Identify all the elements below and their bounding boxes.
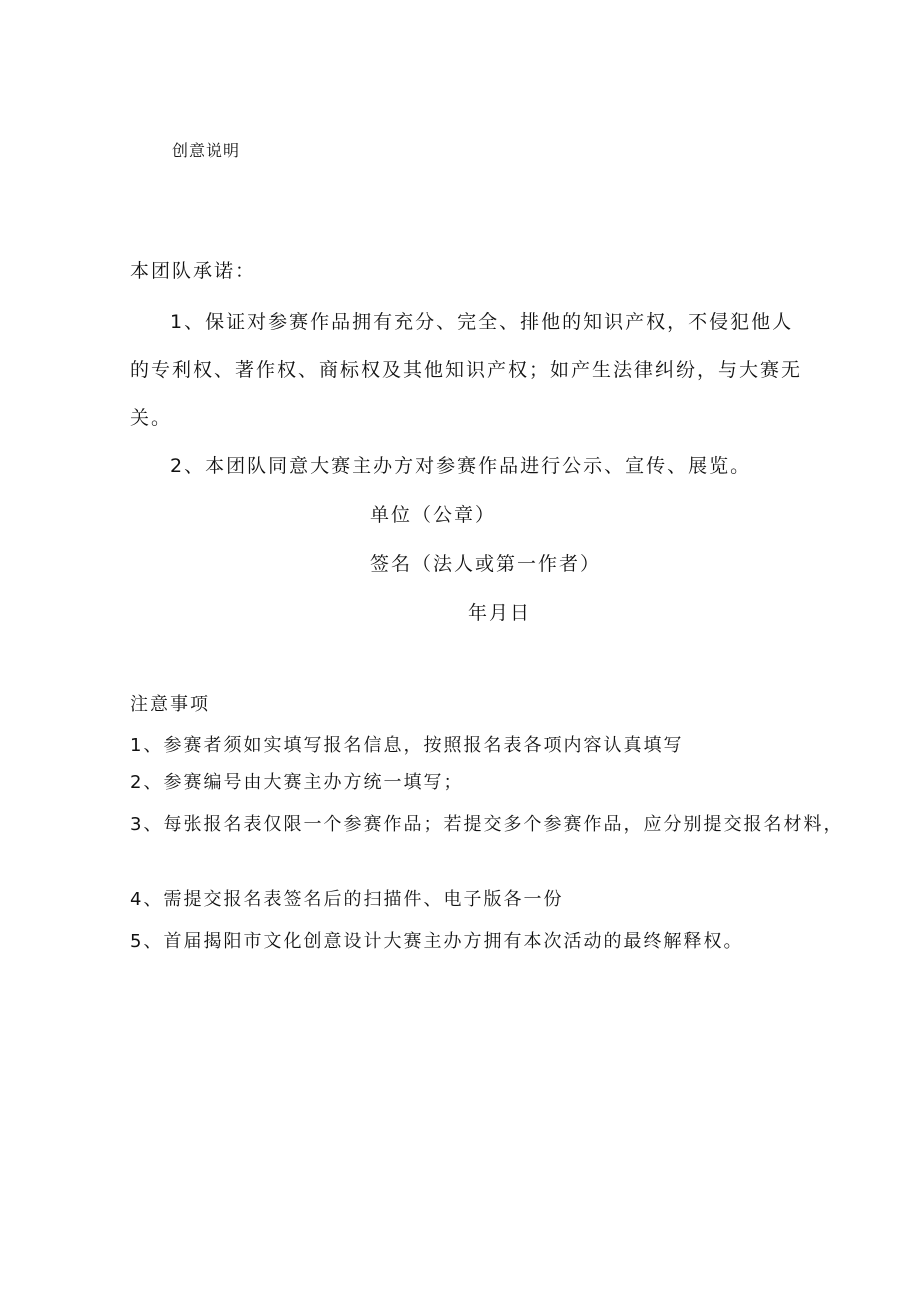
notice-item-2: 2、参赛编号由大赛主办方统一填写； [130, 772, 464, 793]
notice-item-5: 5、首届揭阳市文化创意设计大赛主办方拥有本次活动的最终解释权。 [130, 931, 744, 952]
date-label: 年月日 [468, 602, 532, 624]
pledge-item-1: 1、保证对参赛作品拥有充分、完全、排他的知识产权，不侵犯他人的专利权、著作权、商标权及其他知识产权；如产生法律纠纷，与大赛无关。 [130, 311, 803, 429]
unit-seal-label: 单位（公章） [370, 504, 497, 526]
notice-item-4: 4、需提交报名表签名后的扫描件、电子版各一份 [130, 889, 564, 910]
pledge-item-2: 2、本团队同意大赛主办方对参赛作品进行公示、宣传、展览。 [170, 455, 752, 477]
notice-item-3: 3、每张报名表仅限一个参赛作品；若提交多个参赛作品，应分别提交报名材料， [130, 814, 844, 835]
pledge-heading: 本团队承诺： [130, 260, 257, 282]
creative-description-heading: 创意说明 [172, 141, 241, 160]
signature-label: 签名（法人或第一作者） [370, 553, 602, 575]
notice-heading: 注意事项 [130, 694, 210, 715]
notice-item-1: 1、参赛者须如实填写报名信息，按照报名表各项内容认真填写 [130, 735, 684, 756]
